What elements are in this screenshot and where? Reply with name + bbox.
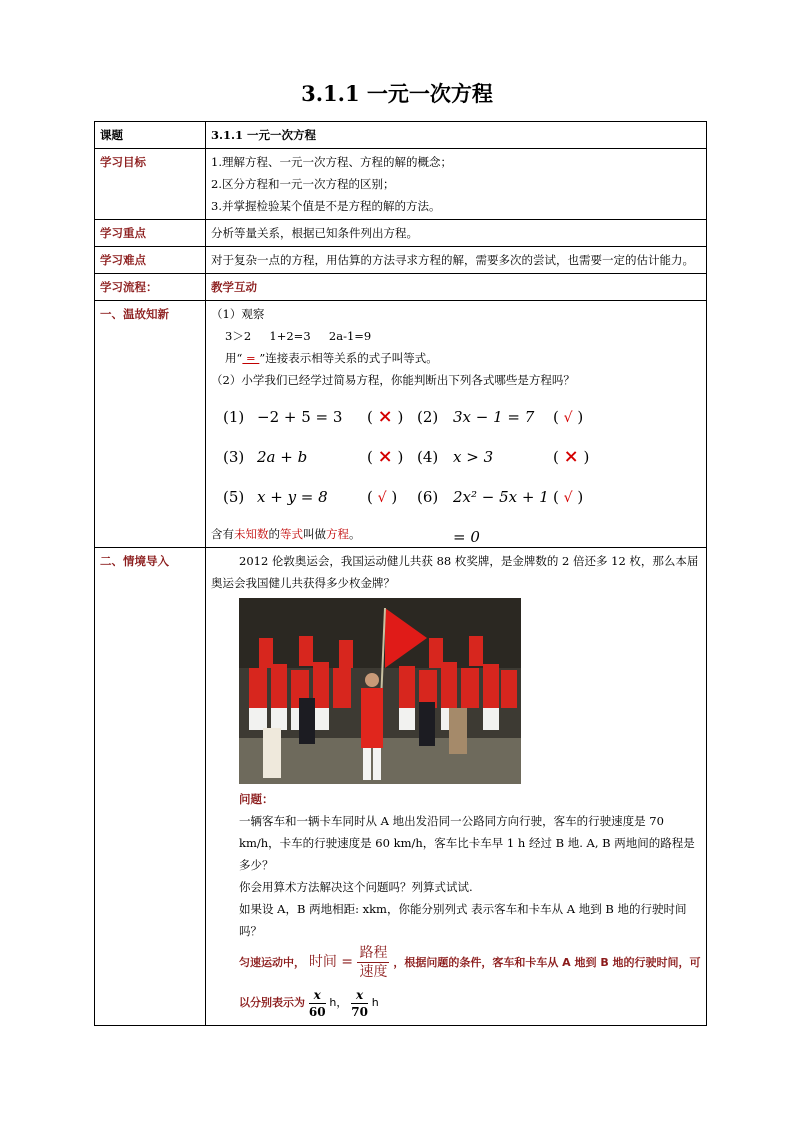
eq-number: (5) (223, 488, 245, 506)
topic-text: 3.1.1 一元一次方程 (211, 128, 317, 142)
cross-icon: × (563, 446, 579, 467)
fraction-numerator: x (351, 987, 368, 1004)
row-flow (95, 274, 707, 301)
eq-number: (2) (417, 408, 439, 426)
fraction-denominator: 70 (351, 1004, 368, 1019)
eq-answer: ( √ ) (553, 488, 584, 506)
check-icon: √ (563, 410, 573, 426)
goal-item: 3.并掌握检验某个值是不是方程的解的方法。 (211, 199, 441, 213)
value-topic (206, 122, 707, 149)
hint-block (211, 942, 701, 1023)
lesson-plan-table (94, 121, 707, 1026)
row-focus (95, 220, 707, 247)
goal-item: 2.区分方程和一元一次方程的区别； (211, 177, 395, 191)
summary-text: 的 (268, 527, 280, 541)
value-difficulty: 对于复杂一点的方程，用估算的方法寻求方程的解，需要多次的尝试，也需要一定的估计能力。 (206, 247, 707, 274)
hint-text: ，根据问题的条件，客车和卡车从 A 地到 B 地的行驶时间，可以分别表示为 (239, 956, 701, 1009)
eq-number: (1) (223, 408, 245, 426)
cross-icon: × (377, 446, 393, 467)
question-line: （2）小学我们已经学过简易方程，你能判断出下列各式哪些是方程吗？ (211, 373, 575, 387)
keyword-equality: 等式 (280, 527, 303, 541)
label-scenario: 二、情境导入 (95, 548, 206, 1026)
eq-number: (4) (417, 448, 439, 466)
summary-text: 叫做 (303, 527, 326, 541)
value-review (206, 301, 707, 548)
fraction-numerator: x (309, 987, 326, 1004)
fraction-denominator: 60 (308, 1004, 326, 1019)
examples-line: 3＞2 1+2=3 2a-1=9 (225, 329, 372, 343)
value-goals (206, 149, 707, 220)
eq-answer: ( × ) (367, 406, 404, 427)
problem-text: 一辆客车和一辆卡车同时从 A 地出发沿同一公路同方向行驶，客车的行驶速度是 70 km/h，卡车的行驶速度是 60 km/h，客车比卡车早 1 h 经过 B 地. A, B 两地间的路程是多少？ (239, 814, 695, 872)
eq-answer: ( × ) (553, 446, 590, 467)
keyword-equation: 方程 (326, 527, 349, 541)
eq-answer: ( √ ) (553, 408, 584, 426)
time-fraction-truck (351, 987, 368, 1020)
def-post: ”连接表示相等关系的式子叫等式。 (259, 351, 438, 365)
page-title: 3.1.1 一元一次方程 (301, 81, 493, 106)
eq-number: (6) (417, 488, 439, 506)
scenario-intro: 2012 伦敦奥运会，我国运动健儿共获 88 枚奖牌，是金牌数的 2 倍还多 12 枚，那么本届奥运会我国健儿共获得多少枚金牌？ (211, 554, 699, 590)
row-scenario (95, 548, 707, 1026)
time-fraction-bus (309, 987, 326, 1020)
row-goals (95, 149, 707, 220)
label-difficulty: 学习难点 (95, 247, 206, 274)
value-focus: 分析等量关系，根据已知条件列出方程。 (206, 220, 707, 247)
cross-icon: × (377, 406, 393, 427)
eq-expression: x > 3 (453, 448, 494, 466)
olympic-team-photo (239, 598, 521, 784)
eq-expression: 2a + b (257, 448, 308, 466)
definition-line (211, 347, 701, 369)
row-topic (95, 122, 707, 149)
question-label: 问题： (239, 792, 274, 806)
keyword-unknown: 未知数 (234, 527, 269, 541)
observe-heading: （1）观察 (211, 307, 265, 321)
value-flow (206, 274, 707, 301)
eq-expression: 3x − 1 = 7 (453, 408, 535, 426)
formula-lhs: 时间 = (308, 954, 354, 970)
check-icon: √ (563, 490, 573, 506)
olympic-team-photo-drawing (239, 598, 521, 784)
ask-variables: 如果设 A，B 两地相距: xkm，你能分别列式 表示客车和卡车从 A 地到 B 地的行驶时间吗？ (239, 902, 687, 938)
eq-expression: −2 + 5 = 3 (257, 408, 343, 426)
def-pre: 用“ (225, 351, 243, 365)
row-difficulty (95, 247, 707, 274)
goal-item: 1.理解方程、一元一次方程、方程的解的概念； (211, 155, 452, 169)
flow-text: 教学互动 (211, 280, 257, 294)
def-blank: = (242, 351, 260, 365)
eq-number: (3) (223, 448, 245, 466)
value-scenario (206, 548, 707, 1026)
summary-text: 。 (349, 527, 361, 541)
eq-expression: 2x² − 5x + 1 = 0 (453, 488, 549, 546)
label-goals: 学习目标 (95, 149, 206, 220)
formula-denominator: 速度 (359, 963, 388, 980)
label-focus: 学习重点 (95, 220, 206, 247)
row-review (95, 301, 707, 548)
label-review: 一、温故知新 (95, 301, 206, 548)
unit-text: h， (329, 996, 348, 1009)
label-flow: 学习流程： (95, 274, 206, 301)
eq-expression: x + y = 8 (257, 488, 328, 506)
eq-answer: ( × ) (367, 446, 404, 467)
time-formula (308, 944, 390, 980)
ask-arithmetic: 你会用算术方法解决这个问题吗？列算式试试. (239, 880, 473, 894)
check-icon: √ (377, 490, 387, 506)
formula-numerator: 路程 (359, 944, 388, 961)
unit-text: h (371, 996, 379, 1009)
eq-answer: ( √ ) (367, 488, 398, 506)
summary-text: 含有 (211, 527, 234, 541)
formula-fraction (357, 944, 389, 981)
hint-text: 匀速运动中， (239, 956, 305, 969)
label-topic: 课题 (95, 122, 206, 149)
